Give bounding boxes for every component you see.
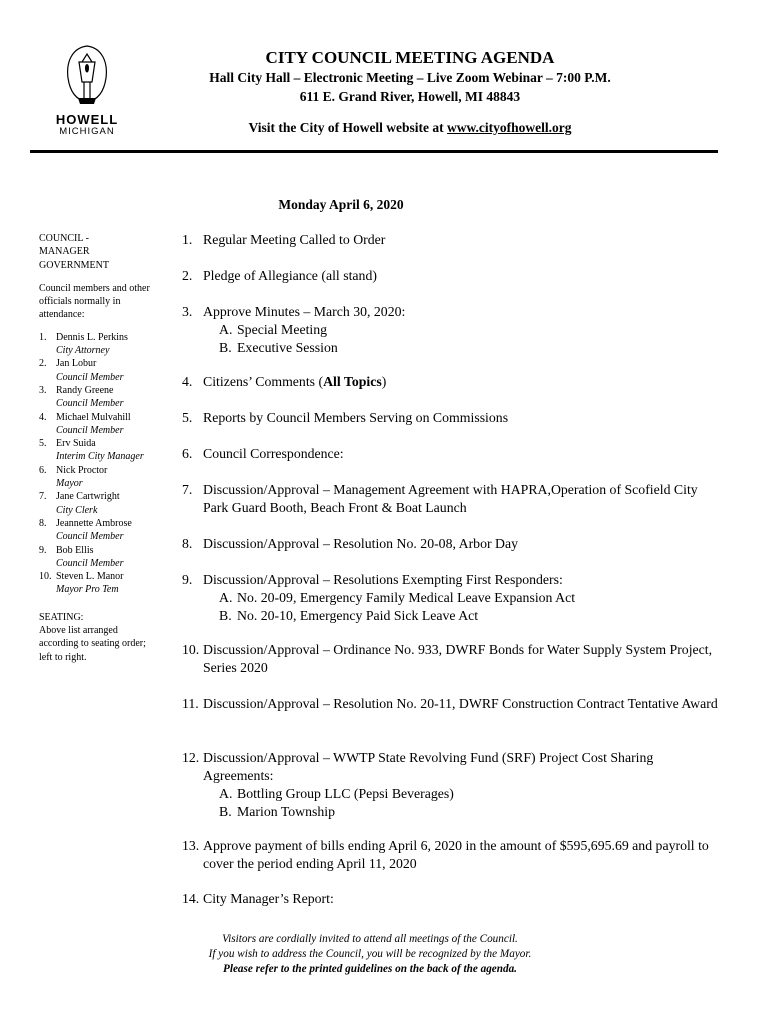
- government-type: [39, 232, 154, 272]
- agenda-item: [182, 373, 722, 391]
- agenda-item-text: [203, 481, 722, 517]
- agenda-subitem: [219, 339, 722, 357]
- header-location-line: Hall City Hall – Electronic Meeting – Live Zoom Webinar – 7:00 P.M.: [209, 70, 611, 85]
- agenda-item-suffix: ): [381, 374, 387, 389]
- agenda-item-text: [203, 409, 722, 427]
- agenda-item-label: Discussion/Approval – WWTP State Revolving Fund (SRF) Project Cost Sharing Agreements:: [203, 750, 654, 783]
- agenda-item-number: 8.: [182, 536, 193, 551]
- website-link[interactable]: www.cityofhowell.org: [447, 120, 572, 135]
- member-name: Bob Ellis: [56, 544, 94, 556]
- agenda-item-number: 13.: [182, 838, 200, 853]
- sidebar: [39, 232, 154, 664]
- member-entry: [39, 437, 154, 464]
- agenda-item-text: [203, 571, 722, 589]
- agenda-item: [182, 837, 722, 873]
- agenda-item-number: 5.: [182, 410, 193, 425]
- subitem-letter: B.: [219, 608, 232, 623]
- subitem-text: Executive Session: [237, 340, 338, 355]
- attendance-intro: Council members and other officials normally in attendance:: [39, 282, 150, 321]
- subitem-text: Special Meeting: [237, 322, 328, 337]
- agenda-item-text: [203, 445, 722, 463]
- member-name: Michael Mulvahill: [56, 411, 131, 423]
- member-entry: [39, 570, 154, 597]
- agenda-header: [130, 48, 690, 136]
- member-role: Mayor: [56, 478, 83, 490]
- member-name: Jan Lobur: [56, 358, 97, 370]
- footer-line-1: Visitors are cordially invited to attend all meetings of the Council.: [222, 933, 518, 945]
- agenda-item-label: Discussion/Approval – Resolution No. 20-08, Arbor Day: [203, 536, 519, 551]
- member-name: Dennis L. Perkins: [56, 331, 128, 343]
- agenda-item-label: Approve payment of bills ending April 6, 2020 in the amount of $595,695.69 and payroll to cover the period ending April 11, 2020: [203, 838, 709, 871]
- member-name: Erv Suida: [56, 438, 96, 450]
- agenda-item-label: Discussion/Approval – Resolution No. 20-11, DWRF Construction Contract Tentative Award: [203, 696, 718, 711]
- member-list: [39, 331, 154, 597]
- header-divider: [30, 150, 718, 153]
- agenda-item-label: City Manager’s Report:: [203, 891, 334, 906]
- agenda-item-text: [203, 231, 722, 249]
- member-number: 4.: [39, 411, 47, 423]
- page-title: CITY COUNCIL MEETING AGENDA: [265, 48, 555, 67]
- member-number: 8.: [39, 517, 47, 529]
- logo-word-howell: HOWELL: [55, 112, 119, 127]
- agenda-item-text: [203, 641, 722, 677]
- agenda-item: [182, 409, 722, 427]
- agenda-item-number: 3.: [182, 304, 193, 319]
- footer-line-2: If you wish to address the Council, you will be recognized by the Mayor.: [208, 948, 532, 960]
- member-number: 10.: [39, 571, 52, 583]
- member-number: 2.: [39, 358, 47, 370]
- agenda-item: [182, 267, 722, 285]
- member-role: Council Member: [56, 557, 124, 569]
- agenda-item: [182, 535, 722, 553]
- member-number: 1.: [39, 331, 47, 343]
- agenda-item-text: [203, 749, 722, 785]
- agenda-item-label: Discussion/Approval – Resolutions Exempting First Responders:: [203, 572, 563, 587]
- member-name: Jane Cartwright: [56, 491, 120, 503]
- subitem-text: Marion Township: [237, 804, 336, 819]
- agenda-item-text: [203, 890, 722, 908]
- member-role: Council Member: [56, 398, 124, 410]
- member-name: Steven L. Manor: [56, 571, 124, 583]
- member-entry: [39, 490, 154, 517]
- subitem-letter: A.: [219, 590, 233, 605]
- member-number: 3.: [39, 384, 47, 396]
- agenda-item-text: [203, 303, 722, 321]
- member-entry: [39, 357, 154, 384]
- footer-line-3: Please refer to the printed guidelines on the back of the agenda.: [223, 963, 517, 975]
- city-logo: [48, 40, 126, 140]
- agenda-item: [182, 481, 722, 517]
- agenda-item: [182, 890, 722, 908]
- gov-line-3: GOVERNMENT: [39, 259, 109, 271]
- member-role: Interim City Manager: [56, 451, 144, 463]
- agenda-subitem: [219, 803, 722, 821]
- agenda-item-label: Reports by Council Members Serving on Commissions: [203, 410, 509, 425]
- member-entry: [39, 384, 154, 411]
- agenda-item-label: Discussion/Approval – Management Agreement with HAPRA,Operation of Scofield City Park Guard Booth, Beach Front & Boat Launch: [203, 482, 698, 515]
- agenda-item-label: Regular Meeting Called to Order: [203, 232, 386, 247]
- member-name: Nick Proctor: [56, 464, 108, 476]
- agenda-item-number: 4.: [182, 374, 193, 389]
- agenda-item-number: 12.: [182, 750, 200, 765]
- member-entry: [39, 544, 154, 571]
- agenda-item: [182, 445, 722, 463]
- subitem-letter: B.: [219, 340, 232, 355]
- agenda-item-number: 2.: [182, 268, 193, 283]
- member-entry: [39, 464, 154, 491]
- seating-text: Above list arranged according to seating order; left to right.: [39, 625, 146, 663]
- agenda-item-label: Citizens’ Comments (: [203, 374, 324, 389]
- member-number: 7.: [39, 491, 47, 503]
- agenda-item-text: [203, 373, 722, 391]
- agenda-item-number: 6.: [182, 446, 193, 461]
- member-role: City Attorney: [56, 345, 110, 357]
- footer-note: [180, 932, 560, 977]
- agenda-item-number: 14.: [182, 891, 200, 906]
- member-number: 9.: [39, 544, 47, 556]
- subitem-text: No. 20-09, Emergency Family Medical Leave Expansion Act: [237, 590, 576, 605]
- member-entry: [39, 517, 154, 544]
- agenda-item: [182, 641, 722, 677]
- member-entry: [39, 331, 154, 358]
- agenda-item-label: Approve Minutes – March 30, 2020:: [203, 304, 406, 319]
- subitem-letter: B.: [219, 804, 232, 819]
- member-role: Council Member: [56, 424, 124, 436]
- agenda-item-text: [203, 267, 722, 285]
- agenda-item-number: 7.: [182, 482, 193, 497]
- member-entry: [39, 411, 154, 438]
- agenda-item-number: 1.: [182, 232, 193, 247]
- gov-line-1: COUNCIL -: [39, 233, 89, 244]
- lantern-icon: [48, 40, 126, 112]
- subitem-letter: A.: [219, 322, 233, 337]
- agenda-subitem: [219, 321, 722, 339]
- meeting-date: Monday April 6, 2020: [278, 197, 404, 212]
- member-role: Council Member: [56, 371, 124, 383]
- gov-line-2: MANAGER: [39, 246, 90, 258]
- member-role: Mayor Pro Tem: [56, 584, 119, 596]
- agenda-item-emphasis: All Topics: [323, 374, 382, 389]
- agenda-item-text: [203, 695, 722, 713]
- member-number: 6.: [39, 464, 47, 476]
- header-address-line: 611 E. Grand River, Howell, MI 48843: [299, 89, 521, 104]
- subitem-letter: A.: [219, 786, 233, 801]
- header-visit-line: [130, 120, 690, 136]
- agenda-item-text: [203, 535, 722, 553]
- agenda-item-number: 10.: [182, 642, 200, 657]
- agenda-item: [182, 749, 722, 821]
- agenda-item: [182, 231, 722, 249]
- member-name: Randy Greene: [56, 384, 114, 396]
- agenda-item-number: 11.: [182, 696, 199, 711]
- agenda-item-label: Pledge of Allegiance (all stand): [203, 268, 377, 283]
- member-name: Jeannette Ambrose: [56, 517, 132, 529]
- agenda-item-label: Discussion/Approval – Ordinance No. 933, DWRF Bonds for Water Supply System Project, Series 2020: [203, 642, 713, 675]
- agenda-subitem: [219, 589, 722, 607]
- subitem-text: No. 20-10, Emergency Paid Sick Leave Act: [237, 608, 479, 623]
- logo-word-michigan: MICHIGAN: [59, 126, 115, 137]
- agenda-item: [182, 695, 722, 713]
- visit-prefix: Visit the City of Howell website at: [248, 120, 448, 135]
- agenda-item: [182, 303, 722, 357]
- agenda-item-number: 9.: [182, 572, 193, 587]
- member-role: Council Member: [56, 531, 124, 543]
- member-role: City Clerk: [56, 504, 98, 516]
- agenda-subitem: [219, 607, 722, 625]
- agenda-item-text: [203, 837, 722, 873]
- agenda-subitem: [219, 785, 722, 803]
- agenda-item-label: Council Correspondence:: [203, 446, 344, 461]
- seating-title: SEATING:: [39, 611, 84, 623]
- agenda-item: [182, 571, 722, 625]
- subitem-text: Bottling Group LLC (Pepsi Beverages): [237, 786, 454, 801]
- member-number: 5.: [39, 438, 47, 450]
